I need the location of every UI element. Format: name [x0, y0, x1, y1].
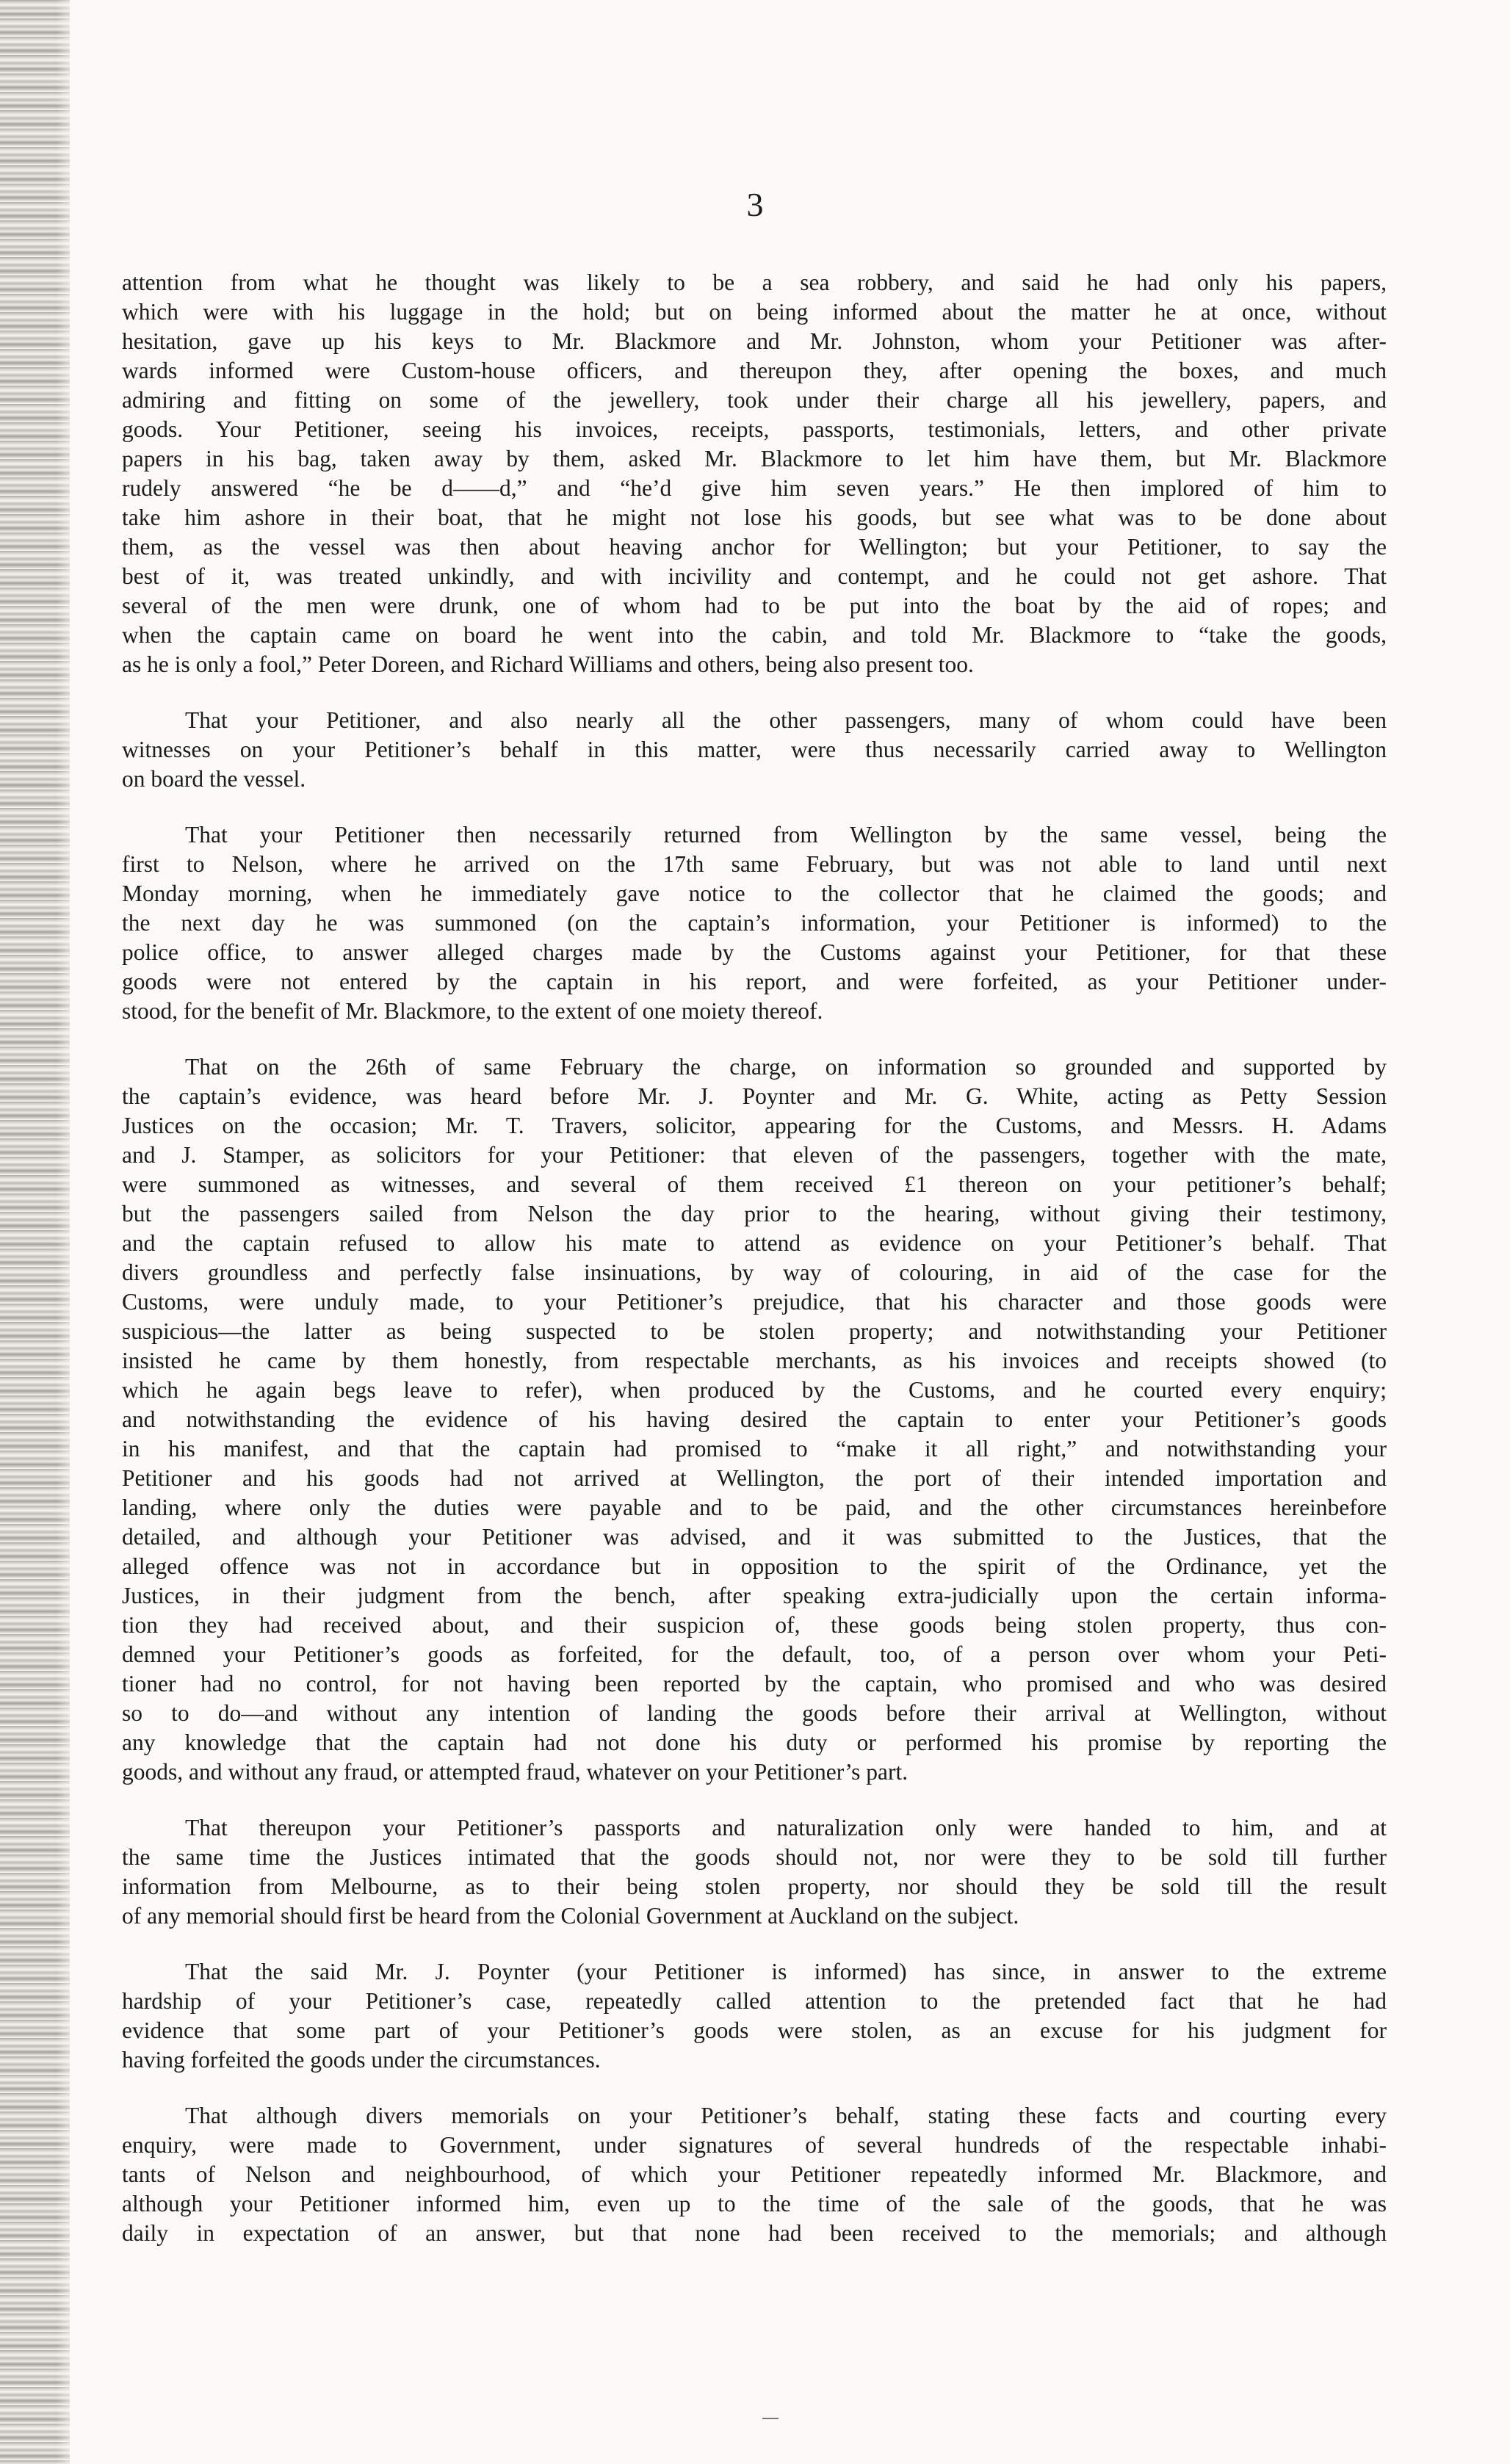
text-line: them, as the vessel was then about heaving anchor for Wellington; but your Petitioner, to say the — [122, 534, 1387, 560]
text-line: in his manifest, and that the captain had promised to “make it all right,” and notwithstanding your — [122, 1436, 1387, 1462]
text-line: Customs, were unduly made, to your Petitioner’s prejudice, that his character and those goods were — [122, 1289, 1387, 1315]
paragraph — [122, 2101, 1387, 2248]
text-line: Justices, in their judgment from the bench, after speaking extra-judicially upon the certain informa- — [122, 1583, 1387, 1608]
text-line: on board the vessel. — [122, 766, 306, 792]
text-line: the same time the Justices intimated that the goods should not, nor were they to be sold till further — [122, 1844, 1387, 1870]
paragraph — [122, 1813, 1387, 1931]
text-line: goods. Your Petitioner, seeing his invoices, receipts, passports, testimonials, letters, and other private — [122, 416, 1387, 442]
text-line: rudely answered “he be d——d,” and “he’d give him seven years.” He then implored of him to — [122, 475, 1387, 501]
text-line: That thereupon your Petitioner’s passports and naturalization only were handed to him, and at — [185, 1815, 1387, 1840]
text-line: evidence that some part of your Petitioner’s goods were stolen, as an excuse for his judgment for — [122, 2017, 1387, 2043]
text-line: insisted he came by them honestly, from respectable merchants, as his invoices and receipts showed (to — [122, 1348, 1387, 1373]
text-line: were summoned as witnesses, and several of them received £1 thereon on your petitioner’s behalf; — [122, 1171, 1387, 1197]
text-line: the next day he was summoned (on the captain’s information, your Petitioner is informed) to the — [122, 910, 1387, 936]
text-line: admiring and fitting on some of the jewellery, took under their charge all his jewellery, papers, and — [122, 387, 1387, 413]
text-line: goods, and without any fraud, or attempted fraud, whatever on your Petitioner’s part. — [122, 1759, 908, 1785]
text-line: daily in expectation of an answer, but that none had been received to the memorials; and although — [122, 2220, 1387, 2246]
text-line: so to do—and without any intention of landing the goods before their arrival at Wellington, without — [122, 1700, 1387, 1726]
paragraph — [122, 820, 1387, 1026]
text-line: Justices on the occasion; Mr. T. Travers, solicitor, appearing for the Customs, and Messrs. H. Adams — [122, 1113, 1387, 1138]
text-line: detailed, and although your Petitioner was advised, and it was submitted to the Justices, that the — [122, 1524, 1387, 1550]
paragraph — [122, 268, 1387, 679]
petition-text — [122, 268, 1387, 2275]
text-line: Monday morning, when he immediately gave notice to the collector that he claimed the goods; and — [122, 881, 1387, 906]
page-number: 3 — [746, 186, 764, 223]
text-line: and J. Stamper, as solicitors for your Petitioner: that eleven of the passengers, together with the mate, — [122, 1142, 1387, 1168]
paragraph — [122, 706, 1387, 794]
text-line: That your Petitioner, and also nearly all the other passengers, many of whom could have been — [185, 707, 1387, 733]
text-line: tioner had no control, for not having been reported by the captain, who promised and who was desired — [122, 1671, 1387, 1697]
text-line: as he is only a fool,” Peter Doreen, and Richard Williams and others, being also present too. — [122, 651, 974, 677]
text-line: take him ashore in their boat, that he might not lose his goods, but see what was to be done about — [122, 505, 1387, 530]
text-line: information from Melbourne, as to their being stolen property, nor should they be sold till the result — [122, 1874, 1387, 1899]
paragraph — [122, 1052, 1387, 1787]
text-line: That your Petitioner then necessarily returned from Wellington by the same vessel, being the — [185, 822, 1387, 848]
text-line: enquiry, were made to Government, under signatures of several hundreds of the respectable inhabi- — [122, 2132, 1387, 2158]
text-line: goods were not entered by the captain in his report, and were forfeited, as your Petitioner under- — [122, 969, 1387, 994]
text-line: alleged offence was not in accordance but in opposition to the spirit of the Ordinance, yet the — [122, 1553, 1387, 1579]
text-line: having forfeited the goods under the circumstances. — [122, 2047, 601, 2073]
text-line: tion they had received about, and their suspicion of, these goods being stolen property, thus con- — [122, 1612, 1387, 1638]
text-line: divers groundless and perfectly false insinuations, by way of colouring, in aid of the case for the — [122, 1260, 1387, 1285]
text-line: hardship of your Petitioner’s case, repeatedly called attention to the pretended fact that he had — [122, 1988, 1387, 2014]
text-line: witnesses on your Petitioner’s behalf in this matter, were thus necessarily carried away to Wellington — [122, 737, 1387, 762]
text-line: That although divers memorials on your Petitioner’s behalf, stating these facts and courting every — [185, 2103, 1387, 2128]
text-line: stood, for the benefit of Mr. Blackmore, to the extent of one moiety thereof. — [122, 998, 823, 1024]
text-line: police office, to answer alleged charges made by the Customs against your Petitioner, for that these — [122, 939, 1387, 965]
text-line: and notwithstanding the evidence of his having desired the captain to enter your Petitioner’s goods — [122, 1406, 1387, 1432]
text-line: any knowledge that the captain had not done his duty or performed his promise by reporting the — [122, 1730, 1387, 1755]
binding-shadow — [0, 0, 81, 2464]
text-line: attention from what he thought was likely to be a sea robbery, and said he had only his papers, — [122, 270, 1387, 295]
text-line: tants of Nelson and neighbourhood, of which your Petitioner repeatedly informed Mr. Blackmore, and — [122, 2161, 1387, 2187]
text-line: the captain’s evidence, was heard before Mr. J. Poynter and Mr. G. White, acting as Petty Session — [122, 1083, 1387, 1109]
text-line: which he again begs leave to refer), when produced by the Customs, and he courted every enquiry; — [122, 1377, 1387, 1403]
text-line: which were with his luggage in the hold; but on being informed about the matter he at once, without — [122, 299, 1387, 325]
text-line: but the passengers sailed from Nelson the day prior to the hearing, without giving their testimony, — [122, 1201, 1387, 1226]
text-line: papers in his bag, taken away by them, asked Mr. Blackmore to let him have them, but Mr. Blackmore — [122, 446, 1387, 472]
text-line: demned your Petitioner’s goods as forfeited, for the default, too, of a person over whom your Peti- — [122, 1641, 1387, 1667]
paragraph — [122, 1957, 1387, 2075]
footer-dash — [762, 2418, 779, 2419]
text-line: suspicious—the latter as being suspected to be stolen property; and notwithstanding your Petitioner — [122, 1318, 1387, 1344]
text-line: That the said Mr. J. Poynter (your Petitioner is informed) has since, in answer to the extreme — [185, 1959, 1387, 1984]
text-line: first to Nelson, where he arrived on the 17th same February, but was not able to land until next — [122, 851, 1387, 877]
text-line: when the captain came on board he went into the cabin, and told Mr. Blackmore to “take the goods, — [122, 622, 1387, 648]
text-line: Petitioner and his goods had not arrived at Wellington, the port of their intended importation and — [122, 1465, 1387, 1491]
text-line: best of it, was treated unkindly, and with incivility and contempt, and he could not get ashore. That — [122, 563, 1387, 589]
text-line: That on the 26th of same February the charge, on information so grounded and supported by — [185, 1054, 1387, 1080]
text-line: although your Petitioner informed him, even up to the time of the sale of the goods, that he was — [122, 2191, 1387, 2216]
text-line: several of the men were drunk, one of whom had to be put into the boat by the aid of ropes; and — [122, 593, 1387, 618]
text-line: landing, where only the duties were payable and to be paid, and the other circumstances hereinbefore — [122, 1495, 1387, 1520]
text-line: wards informed were Custom-house officers, and thereupon they, after opening the boxes, and much — [122, 358, 1387, 383]
text-line: and the captain refused to allow his mate to attend as evidence on your Petitioner’s behalf. That — [122, 1230, 1387, 1256]
text-line: of any memorial should first be heard from the Colonial Government at Auckland on the subject. — [122, 1903, 1019, 1929]
text-line: hesitation, gave up his keys to Mr. Blackmore and Mr. Johnston, whom your Petitioner was after- — [122, 328, 1387, 354]
